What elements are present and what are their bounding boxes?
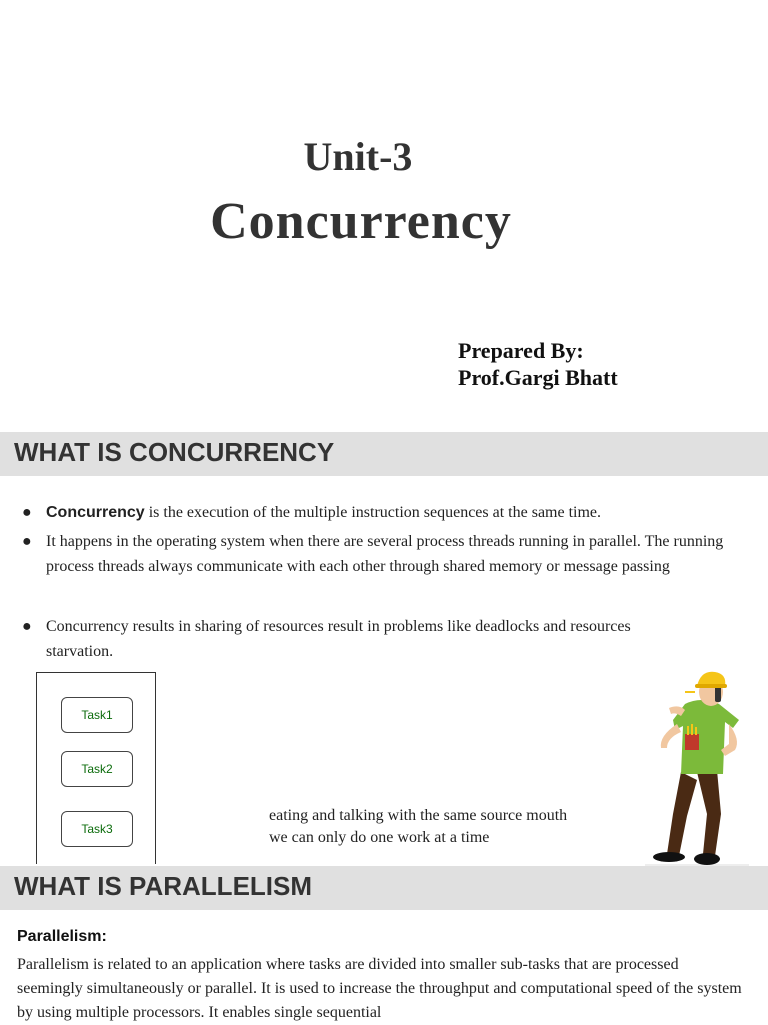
topic-title: Concurrency (210, 193, 512, 250)
task-diagram (36, 672, 156, 864)
bullet-dot-icon: ● (22, 504, 32, 521)
diagram-caption (269, 805, 567, 848)
author-block (458, 337, 618, 391)
prepared-by-label: Prepared By: (458, 338, 584, 363)
caption-line: eating and talking with the same source mouth (269, 807, 568, 824)
bullet-text: It happens in the operating system when there are several process threads running in parallel. The running process threads always communicate with each other through shared memory or message passing (46, 533, 724, 575)
bullet-text: Concurrency results in sharing of resources result in problems like deadlocks and resources starvation. (46, 618, 631, 660)
bullet-body: is the execution of the multiple instruction sequences at the same time. (144, 504, 602, 521)
task-box: Task1 (61, 697, 133, 733)
parallelism-heading: WHAT IS PARALLELISM (14, 871, 313, 901)
person-eating-talking-icon (645, 664, 749, 867)
bullet-text (46, 501, 756, 526)
concurrency-section-header (0, 432, 768, 476)
parallelism-label: Parallelism: (17, 928, 107, 945)
caption-line: we can only do one work at a time (269, 828, 490, 846)
task-box: Task2 (61, 751, 133, 787)
bullet-dot-icon: ● (22, 533, 32, 550)
concurrency-heading: WHAT IS CONCURRENCY (14, 437, 335, 467)
author-name: Prof.Gargi Bhatt (458, 365, 618, 390)
bullet-dot-icon: ● (22, 618, 32, 635)
parallelism-section-header (0, 866, 768, 910)
parallelism-text: Parallelism is related to an application where tasks are divided into smaller sub-tasks that are processed seemingly simultaneously or parallel. It is used to increase the throughput and computational speed of the system by using multiple processors. It enables single sequential (17, 956, 742, 1021)
task-box: Task3 (61, 811, 133, 847)
bullet-term: Concurrency (46, 504, 145, 521)
unit-title: Unit-3 (303, 134, 413, 179)
